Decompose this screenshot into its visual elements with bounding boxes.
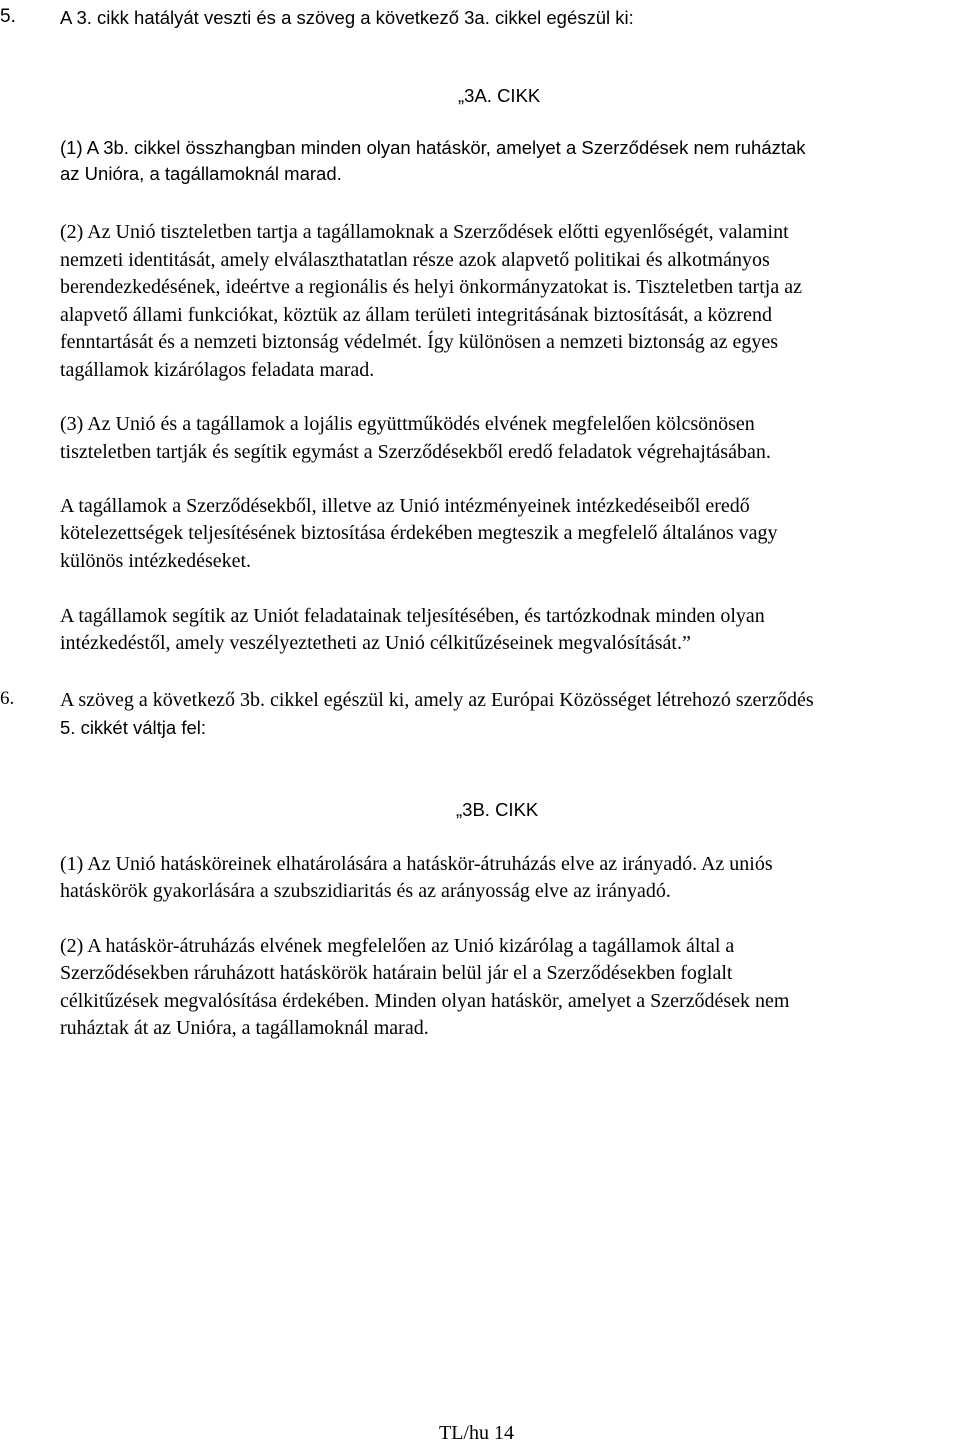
article-3b-p2-line1: (2) A hatáskör-átruházás elvének megfelelően az Unió kizárólag a tagállamok által a bbox=[60, 935, 735, 957]
article-3a-p3-line1: (3) Az Unió és a tagállamok a lojális együttműködés elvének megfelelően kölcsönösen bbox=[60, 413, 755, 435]
article-3a-p2-line2: nemzeti identitását, amely elválaszthatatlan része azok alapvető politikai és alkotmányos bbox=[60, 249, 770, 271]
item-6-text-line1: A szöveg a következő 3b. cikkel egészül ki, amely az Európai Közösséget létrehozó szerződés bbox=[60, 689, 814, 711]
article-3a-p1-line2: az Unióra, a tagállamoknál marad. bbox=[60, 163, 342, 184]
article-3a-p2-line3: berendezkedésének, ideértve a regionális és helyi önkormányzatokat is. Tiszteletben tartja az bbox=[60, 276, 802, 298]
article-3b-p2-line4: ruháztak át az Unióra, a tagállamoknál marad. bbox=[60, 1017, 429, 1039]
article-3a-p2-line4: alapvető állami funkciókat, köztük az állam területi integritásának biztosítását, a közrend bbox=[60, 304, 772, 326]
article-3a-p5-line2: intézkedéstől, amely veszélyeztetheti az Unió célkitűzéseinek megvalósítását.” bbox=[60, 632, 691, 654]
item-number-6: 6. bbox=[0, 688, 15, 709]
article-3a-p4-line3: különös intézkedéseket. bbox=[60, 550, 252, 572]
article-3b-p2-line3: célkitűzések megvalósítása érdekében. Minden olyan hatáskör, amelyet a Szerződések nem bbox=[60, 990, 790, 1012]
article-3a-p4-line1: A tagállamok a Szerződésekből, illetve az Unió intézményeinek intézkedéseiből eredő bbox=[60, 495, 750, 517]
article-3a-heading: „3A. CIKK bbox=[458, 85, 541, 106]
article-3a-p2-line1: (2) Az Unió tiszteletben tartja a tagállamoknak a Szerződések előtti egyenlőségét, valamint bbox=[60, 221, 789, 243]
article-3b-heading: „3B. CIKK bbox=[456, 799, 539, 820]
item-6-text-line2: 5. cikkét váltja fel: bbox=[60, 717, 207, 738]
article-3b-p1-line1: (1) Az Unió hatásköreinek elhatárolására a hatáskör-átruházás elve az irányadó. Az uniós bbox=[60, 853, 773, 875]
item-number-5: 5. bbox=[0, 6, 16, 27]
page-number-footer: TL/hu 14 bbox=[439, 1422, 514, 1444]
item-5-text: A 3. cikk hatályát veszti és a szöveg a következő 3a. cikkel egészül ki: bbox=[60, 7, 634, 28]
article-3b-p2-line2: Szerződésekben ráruházott hatáskörök határain belül jár el a Szerződésekben foglalt bbox=[60, 962, 733, 984]
article-3a-p5-line1: A tagállamok segítik az Uniót feladatainak teljesítésében, és tartózkodnak minden olyan bbox=[60, 605, 765, 627]
article-3a-p2-line6: tagállamok kizárólagos feladata marad. bbox=[60, 359, 375, 381]
article-3b-p1-line2: hatáskörök gyakorlására a szubszidiaritás és az arányosság elve az irányadó. bbox=[60, 880, 671, 902]
article-3a-p4-line2: kötelezettségek teljesítésének biztosítása érdekében megteszik a megfelelő általános vagy bbox=[60, 522, 778, 544]
article-3a-p2-line5: fenntartását és a nemzeti biztonság védelmét. Így különösen a nemzeti biztonság az egyes bbox=[60, 331, 779, 353]
article-3a-p3-line2: tiszteletben tartják és segítik egymást a Szerződésekből eredő feladatok végrehajtásában. bbox=[60, 441, 771, 463]
article-3a-p1-line1: (1) A 3b. cikkel összhangban minden olyan hatáskör, amelyet a Szerződések nem ruháztak bbox=[60, 137, 806, 158]
